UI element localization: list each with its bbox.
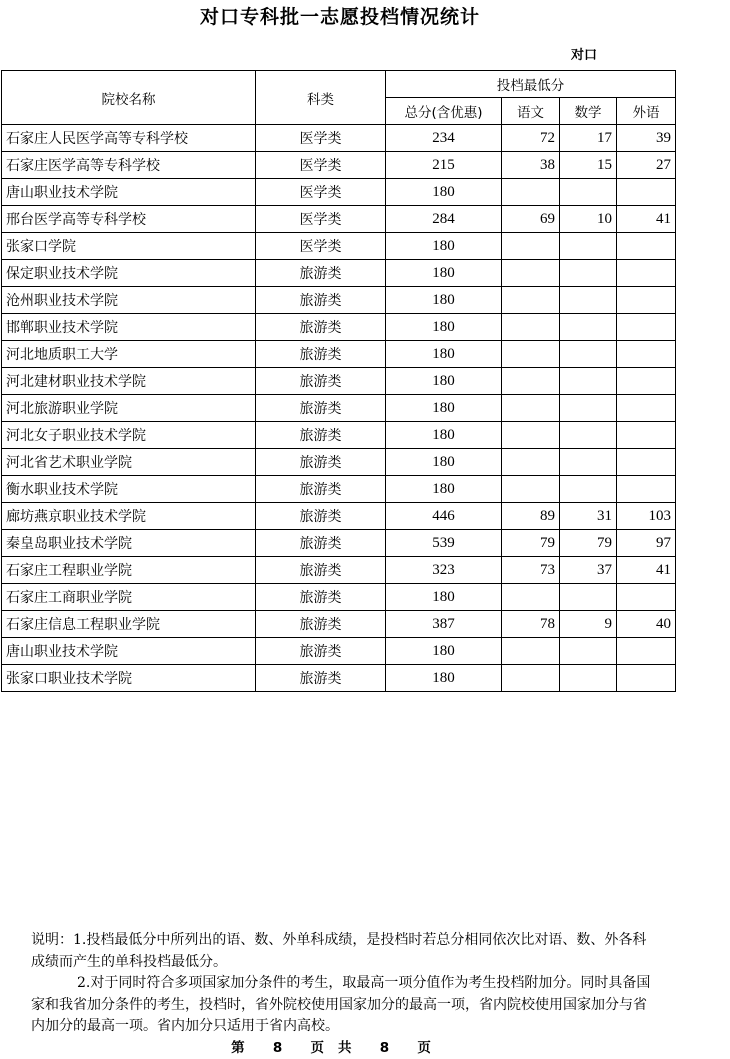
table-row — [2, 611, 676, 638]
foreign-score-cell — [617, 638, 676, 665]
school-name-cell: 河北旅游职业学院 — [2, 395, 256, 422]
school-name-cell: 衡水职业技术学院 — [2, 476, 256, 503]
type-cell: 医学类 — [256, 206, 386, 233]
type-cell: 旅游类 — [256, 287, 386, 314]
chinese-score-cell: 73 — [502, 557, 560, 584]
footer-total-unit: 页 — [417, 1040, 431, 1056]
total-score-cell: 180 — [386, 665, 502, 692]
foreign-score-cell — [617, 287, 676, 314]
math-score-cell — [560, 395, 617, 422]
school-name-cell: 石家庄医学高等专科学校 — [2, 152, 256, 179]
table-row — [2, 503, 676, 530]
chinese-score-cell — [502, 395, 560, 422]
school-name-cell: 廊坊燕京职业技术学院 — [2, 503, 256, 530]
total-score-cell: 180 — [386, 179, 502, 206]
total-score-cell: 446 — [386, 503, 502, 530]
table-row — [2, 368, 676, 395]
type-cell: 旅游类 — [256, 665, 386, 692]
school-name-cell: 河北省艺术职业学院 — [2, 449, 256, 476]
foreign-score-cell — [617, 422, 676, 449]
header-chinese: 语文 — [502, 98, 560, 125]
foreign-score-cell — [617, 314, 676, 341]
total-score-cell: 180 — [386, 341, 502, 368]
footer-page-label: 第 — [231, 1040, 245, 1056]
school-name-cell: 秦皇岛职业技术学院 — [2, 530, 256, 557]
math-score-cell — [560, 179, 617, 206]
math-score-cell: 10 — [560, 206, 617, 233]
type-cell: 医学类 — [256, 233, 386, 260]
type-cell: 医学类 — [256, 125, 386, 152]
type-cell: 旅游类 — [256, 314, 386, 341]
note-1: 说明：1.投档最低分中所列出的语、数、外单科成绩，是投档时若总分相同依次比对语、数、外各科成绩而产生的单科投档最低分。 — [31, 932, 647, 970]
total-score-cell: 215 — [386, 152, 502, 179]
math-score-cell — [560, 233, 617, 260]
table-row — [2, 341, 676, 368]
school-name-cell: 石家庄人民医学高等专科学校 — [2, 125, 256, 152]
total-score-cell: 323 — [386, 557, 502, 584]
type-cell: 旅游类 — [256, 611, 386, 638]
school-name-cell: 邢台医学高等专科学校 — [2, 206, 256, 233]
type-cell: 旅游类 — [256, 260, 386, 287]
chinese-score-cell — [502, 233, 560, 260]
footer-page-number: 8 — [272, 1040, 283, 1056]
table-row — [2, 557, 676, 584]
total-score-cell: 180 — [386, 476, 502, 503]
foreign-score-cell: 97 — [617, 530, 676, 557]
math-score-cell — [560, 584, 617, 611]
math-score-cell — [560, 287, 617, 314]
type-cell: 旅游类 — [256, 395, 386, 422]
note-2: 2.对于同时符合多项国家加分条件的考生，取最高一项分值作为考生投档附加分。同时具备国家和我省加分条件的考生，投档时，省外院校使用国家加分的最高一项，省内院校使用国家加分与省内加分的最高一项。省内加分只适用于省内高校。 — [31, 975, 651, 1034]
page-footer — [0, 1036, 662, 1056]
foreign-score-cell — [617, 395, 676, 422]
chinese-score-cell — [502, 476, 560, 503]
foreign-score-cell: 103 — [617, 503, 676, 530]
foreign-score-cell — [617, 476, 676, 503]
table-row — [2, 233, 676, 260]
total-score-cell: 539 — [386, 530, 502, 557]
math-score-cell — [560, 476, 617, 503]
chinese-score-cell — [502, 368, 560, 395]
header-school: 院校名称 — [2, 71, 256, 125]
school-name-cell: 河北建材职业技术学院 — [2, 368, 256, 395]
school-name-cell: 石家庄信息工程职业学院 — [2, 611, 256, 638]
school-name-cell: 邯郸职业技术学院 — [2, 314, 256, 341]
type-cell: 旅游类 — [256, 449, 386, 476]
total-score-cell: 180 — [386, 638, 502, 665]
chinese-score-cell — [502, 179, 560, 206]
type-cell: 旅游类 — [256, 368, 386, 395]
total-score-cell: 387 — [386, 611, 502, 638]
foreign-score-cell: 40 — [617, 611, 676, 638]
table-row — [2, 260, 676, 287]
school-name-cell: 张家口职业技术学院 — [2, 665, 256, 692]
math-score-cell — [560, 341, 617, 368]
category-label: 对口 — [571, 48, 598, 63]
school-name-cell: 石家庄工程职业学院 — [2, 557, 256, 584]
chinese-score-cell: 79 — [502, 530, 560, 557]
table-row — [2, 476, 676, 503]
type-cell: 医学类 — [256, 152, 386, 179]
math-score-cell — [560, 260, 617, 287]
math-score-cell — [560, 368, 617, 395]
total-score-cell: 180 — [386, 422, 502, 449]
math-score-cell — [560, 638, 617, 665]
math-score-cell: 17 — [560, 125, 617, 152]
chinese-score-cell — [502, 260, 560, 287]
page-title: 对口专科批一志愿投档情况统计 — [199, 6, 480, 28]
chinese-score-cell — [502, 287, 560, 314]
chinese-score-cell: 89 — [502, 503, 560, 530]
type-cell: 旅游类 — [256, 476, 386, 503]
chinese-score-cell — [502, 449, 560, 476]
chinese-score-cell: 69 — [502, 206, 560, 233]
school-name-cell: 沧州职业技术学院 — [2, 287, 256, 314]
header-type: 科类 — [256, 71, 386, 125]
foreign-score-cell — [617, 179, 676, 206]
table-row — [2, 530, 676, 557]
type-cell: 旅游类 — [256, 341, 386, 368]
table-row — [2, 395, 676, 422]
footer-page-unit: 页 — [310, 1040, 324, 1056]
total-score-cell: 180 — [386, 233, 502, 260]
total-score-cell: 180 — [386, 314, 502, 341]
type-cell: 医学类 — [256, 179, 386, 206]
school-name-cell: 河北地质职工大学 — [2, 341, 256, 368]
math-score-cell: 15 — [560, 152, 617, 179]
foreign-score-cell — [617, 584, 676, 611]
admission-score-table — [1, 70, 676, 692]
foreign-score-cell — [617, 368, 676, 395]
header-foreign: 外语 — [617, 98, 676, 125]
header-math: 数学 — [560, 98, 617, 125]
foreign-score-cell — [617, 665, 676, 692]
chinese-score-cell — [502, 341, 560, 368]
foreign-score-cell: 39 — [617, 125, 676, 152]
chinese-score-cell: 78 — [502, 611, 560, 638]
table-row — [2, 125, 676, 152]
school-name-cell: 唐山职业技术学院 — [2, 179, 256, 206]
footer-total-label: 共 — [338, 1040, 352, 1056]
math-score-cell — [560, 449, 617, 476]
foreign-score-cell: 41 — [617, 557, 676, 584]
school-name-cell: 唐山职业技术学院 — [2, 638, 256, 665]
chinese-score-cell: 72 — [502, 125, 560, 152]
math-score-cell: 9 — [560, 611, 617, 638]
header-total: 总分(含优惠) — [386, 98, 502, 125]
table-row — [2, 152, 676, 179]
total-score-cell: 180 — [386, 368, 502, 395]
total-score-cell: 180 — [386, 287, 502, 314]
foreign-score-cell — [617, 449, 676, 476]
type-cell: 旅游类 — [256, 530, 386, 557]
total-score-cell: 234 — [386, 125, 502, 152]
school-name-cell: 保定职业技术学院 — [2, 260, 256, 287]
type-cell: 旅游类 — [256, 638, 386, 665]
foreign-score-cell — [617, 260, 676, 287]
math-score-cell: 79 — [560, 530, 617, 557]
chinese-score-cell — [502, 314, 560, 341]
math-score-cell: 31 — [560, 503, 617, 530]
footer-total-pages: 8 — [379, 1040, 390, 1056]
table-row — [2, 638, 676, 665]
foreign-score-cell: 27 — [617, 152, 676, 179]
school-name-cell: 张家口学院 — [2, 233, 256, 260]
table-row — [2, 584, 676, 611]
table-body — [2, 125, 676, 692]
foreign-score-cell — [617, 341, 676, 368]
type-cell: 旅游类 — [256, 503, 386, 530]
foreign-score-cell: 41 — [617, 206, 676, 233]
chinese-score-cell — [502, 584, 560, 611]
type-cell: 旅游类 — [256, 584, 386, 611]
math-score-cell — [560, 665, 617, 692]
total-score-cell: 180 — [386, 584, 502, 611]
notes — [31, 930, 656, 1038]
total-score-cell: 284 — [386, 206, 502, 233]
chinese-score-cell — [502, 638, 560, 665]
school-name-cell: 河北女子职业技术学院 — [2, 422, 256, 449]
math-score-cell: 37 — [560, 557, 617, 584]
table-row — [2, 314, 676, 341]
foreign-score-cell — [617, 233, 676, 260]
chinese-score-cell — [502, 665, 560, 692]
math-score-cell — [560, 422, 617, 449]
total-score-cell: 180 — [386, 449, 502, 476]
chinese-score-cell — [502, 422, 560, 449]
total-score-cell: 180 — [386, 260, 502, 287]
total-score-cell: 180 — [386, 395, 502, 422]
header-min-score-group: 投档最低分 — [386, 71, 676, 98]
chinese-score-cell: 38 — [502, 152, 560, 179]
table-row — [2, 449, 676, 476]
table-row — [2, 422, 676, 449]
table-row — [2, 179, 676, 206]
table-row — [2, 206, 676, 233]
table-row — [2, 287, 676, 314]
math-score-cell — [560, 314, 617, 341]
type-cell: 旅游类 — [256, 422, 386, 449]
school-name-cell: 石家庄工商职业学院 — [2, 584, 256, 611]
type-cell: 旅游类 — [256, 557, 386, 584]
table-row — [2, 665, 676, 692]
